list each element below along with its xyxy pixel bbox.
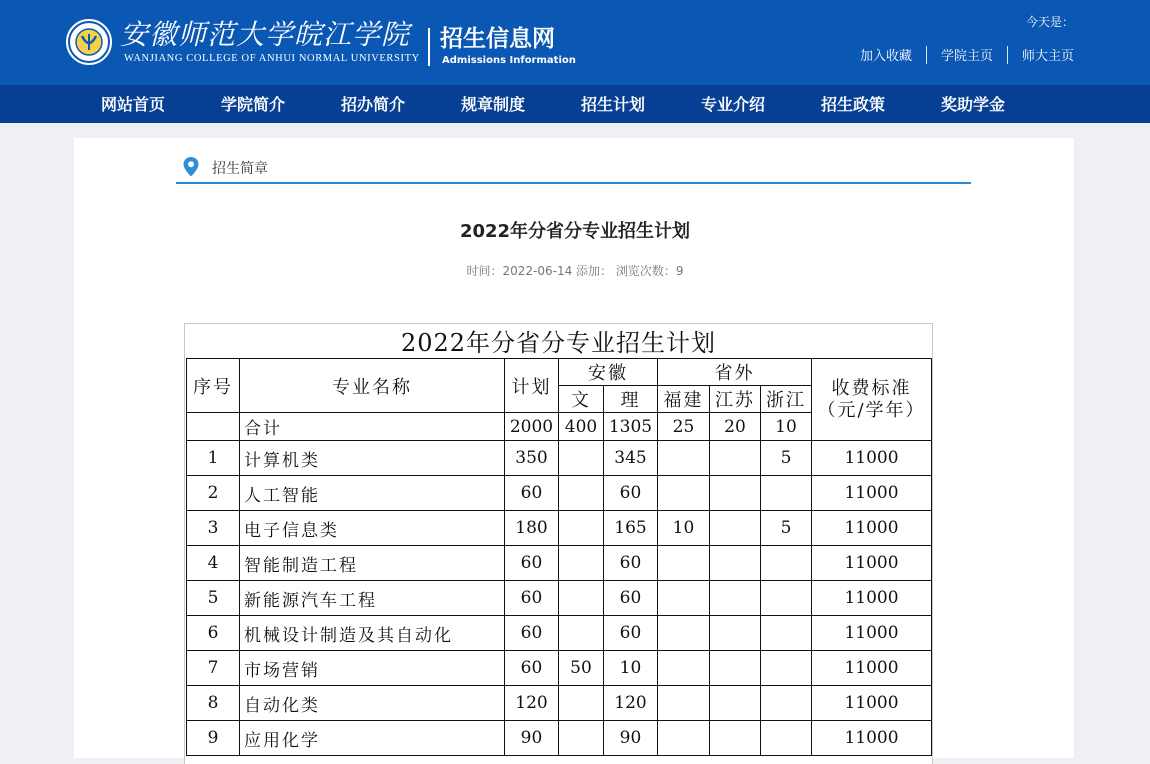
row-zhejiang [761, 546, 812, 581]
article-meta: 时间：2022-06-14 添加： 浏览次数：9 [466, 264, 684, 278]
total-fujian: 25 [658, 413, 710, 441]
row-jiangsu [710, 581, 761, 616]
table-row [187, 721, 932, 756]
row-zhejiang [761, 651, 812, 686]
enrollment-plan-table-image [184, 323, 933, 764]
table-row [187, 441, 932, 476]
header-anhui: 安徽 [559, 359, 658, 386]
nav-item-majors[interactable]: 专业介绍 [701, 95, 766, 114]
link-divider [1007, 46, 1008, 64]
row-jiangsu [710, 686, 761, 721]
row-anhui-science: 165 [604, 511, 658, 546]
total-zhejiang: 10 [761, 413, 812, 441]
row-anhui-arts [559, 581, 604, 616]
row-major-name: 应用化学 [240, 721, 505, 756]
header-zhejiang: 浙江 [761, 386, 812, 413]
site-subtitle: Admissions Information [442, 55, 576, 66]
row-seq: 7 [187, 651, 240, 686]
college-home-link[interactable]: 学院主页 [940, 49, 993, 64]
nav-item-home[interactable]: 网站首页 [101, 95, 166, 114]
row-anhui-science: 90 [604, 721, 658, 756]
table-row [187, 616, 932, 651]
row-seq: 5 [187, 581, 240, 616]
row-jiangsu [710, 721, 761, 756]
nav-item-college-intro[interactable]: 学院简介 [221, 95, 286, 114]
row-seq: 6 [187, 616, 240, 651]
row-plan: 120 [505, 686, 559, 721]
row-major-name: 市场营销 [240, 651, 505, 686]
row-seq: 4 [187, 546, 240, 581]
row-jiangsu [710, 511, 761, 546]
nav-item-enrollment-plan[interactable]: 招生计划 [581, 95, 646, 114]
row-fujian [658, 546, 710, 581]
main-nav [0, 85, 1150, 123]
row-anhui-arts [559, 616, 604, 651]
row-zhejiang: 5 [761, 511, 812, 546]
row-seq: 8 [187, 686, 240, 721]
breadcrumb-label[interactable]: 招生简章 [212, 161, 268, 177]
row-fujian [658, 616, 710, 651]
row-seq: 9 [187, 721, 240, 756]
row-major-name: 电子信息类 [240, 511, 505, 546]
seal-emblem-icon [67, 20, 111, 64]
table-header-row [187, 359, 932, 386]
total-seq [187, 413, 240, 441]
row-anhui-science: 60 [604, 616, 658, 651]
row-anhui-science: 120 [604, 686, 658, 721]
row-plan: 90 [505, 721, 559, 756]
row-jiangsu [710, 616, 761, 651]
table-row [187, 651, 932, 686]
row-seq: 3 [187, 511, 240, 546]
row-anhui-arts [559, 721, 604, 756]
table-title: 2022年分省分专业招生计划 [400, 329, 717, 357]
row-fujian [658, 476, 710, 511]
location-pin-icon [182, 156, 200, 178]
row-plan: 60 [505, 581, 559, 616]
total-plan: 2000 [505, 413, 559, 441]
table-row [187, 686, 932, 721]
header-arts: 文 [559, 386, 604, 413]
table-row [187, 581, 932, 616]
row-anhui-arts: 50 [559, 651, 604, 686]
row-zhejiang [761, 616, 812, 651]
row-major-name: 新能源汽车工程 [240, 581, 505, 616]
site-title: 招生信息网 [440, 26, 555, 52]
row-anhui-science: 345 [604, 441, 658, 476]
total-science: 1305 [604, 413, 658, 441]
college-seal-logo[interactable] [64, 17, 114, 67]
enrollment-plan-table [186, 358, 932, 756]
row-zhejiang: 5 [761, 441, 812, 476]
article-title: 2022年分省分专业招生计划 [459, 221, 691, 242]
nav-item-policy[interactable]: 招生政策 [821, 95, 886, 114]
top-links [860, 45, 1074, 64]
college-name-en: WANJIANG COLLEGE OF ANHUI NORMAL UNIVERSITY [124, 53, 420, 64]
row-anhui-arts [559, 476, 604, 511]
nav-item-scholarships[interactable]: 奖助学金 [941, 95, 1006, 114]
row-fujian: 10 [658, 511, 710, 546]
table-row [187, 546, 932, 581]
row-jiangsu [710, 476, 761, 511]
row-fujian [658, 441, 710, 476]
row-major-name: 自动化类 [240, 686, 505, 721]
university-home-link[interactable]: 师大主页 [1021, 49, 1074, 64]
total-arts: 400 [559, 413, 604, 441]
row-fee: 11000 [812, 686, 932, 721]
table-body [187, 441, 932, 756]
header-fujian: 福建 [658, 386, 710, 413]
row-anhui-science: 60 [604, 581, 658, 616]
row-plan: 60 [505, 616, 559, 651]
row-jiangsu [710, 441, 761, 476]
row-fujian [658, 721, 710, 756]
table-row [187, 511, 932, 546]
row-anhui-arts [559, 546, 604, 581]
row-fee: 11000 [812, 511, 932, 546]
total-label: 合计 [240, 413, 505, 441]
row-jiangsu [710, 546, 761, 581]
header-fee: 收费标准（元/学年） [812, 359, 932, 441]
row-anhui-science: 60 [604, 546, 658, 581]
nav-item-office-intro[interactable]: 招办简介 [341, 95, 406, 114]
row-jiangsu [710, 651, 761, 686]
college-name-cn: 安徽师范大学皖江学院 [120, 18, 411, 51]
row-plan: 60 [505, 651, 559, 686]
row-zhejiang [761, 476, 812, 511]
row-anhui-science: 10 [604, 651, 658, 686]
header-jiangsu: 江苏 [710, 386, 761, 413]
row-major-name: 人工智能 [240, 476, 505, 511]
today-label: 今天是： [1026, 15, 1075, 29]
table-row [187, 476, 932, 511]
row-zhejiang [761, 721, 812, 756]
row-plan: 60 [505, 546, 559, 581]
row-fee: 11000 [812, 476, 932, 511]
header-science: 理 [604, 386, 658, 413]
row-fee: 11000 [812, 651, 932, 686]
row-zhejiang [761, 581, 812, 616]
site-header [0, 0, 1150, 85]
row-anhui-arts [559, 511, 604, 546]
row-seq: 2 [187, 476, 240, 511]
row-zhejiang [761, 686, 812, 721]
row-seq: 1 [187, 441, 240, 476]
add-favorite-link[interactable]: 加入收藏 [859, 49, 912, 64]
row-fujian [658, 581, 710, 616]
row-anhui-science: 60 [604, 476, 658, 511]
row-plan: 60 [505, 476, 559, 511]
row-plan: 350 [505, 441, 559, 476]
row-major-name: 智能制造工程 [240, 546, 505, 581]
row-fujian [658, 651, 710, 686]
header-plan: 计划 [505, 359, 559, 413]
row-anhui-arts [559, 441, 604, 476]
row-anhui-arts [559, 686, 604, 721]
link-divider [926, 46, 927, 64]
row-plan: 180 [505, 511, 559, 546]
header-outside: 省外 [658, 359, 812, 386]
row-fee: 11000 [812, 616, 932, 651]
breadcrumb [176, 152, 971, 184]
row-fee: 11000 [812, 581, 932, 616]
row-fee: 11000 [812, 721, 932, 756]
row-major-name: 机械设计制造及其自动化 [240, 616, 505, 651]
total-jiangsu: 20 [710, 413, 761, 441]
logo-divider [428, 28, 430, 66]
header-seq: 序号 [187, 359, 240, 413]
row-fee: 11000 [812, 441, 932, 476]
row-fee: 11000 [812, 546, 932, 581]
header-major: 专业名称 [240, 359, 505, 413]
row-major-name: 计算机类 [240, 441, 505, 476]
nav-item-regulations[interactable]: 规章制度 [461, 95, 526, 114]
row-fujian [658, 686, 710, 721]
